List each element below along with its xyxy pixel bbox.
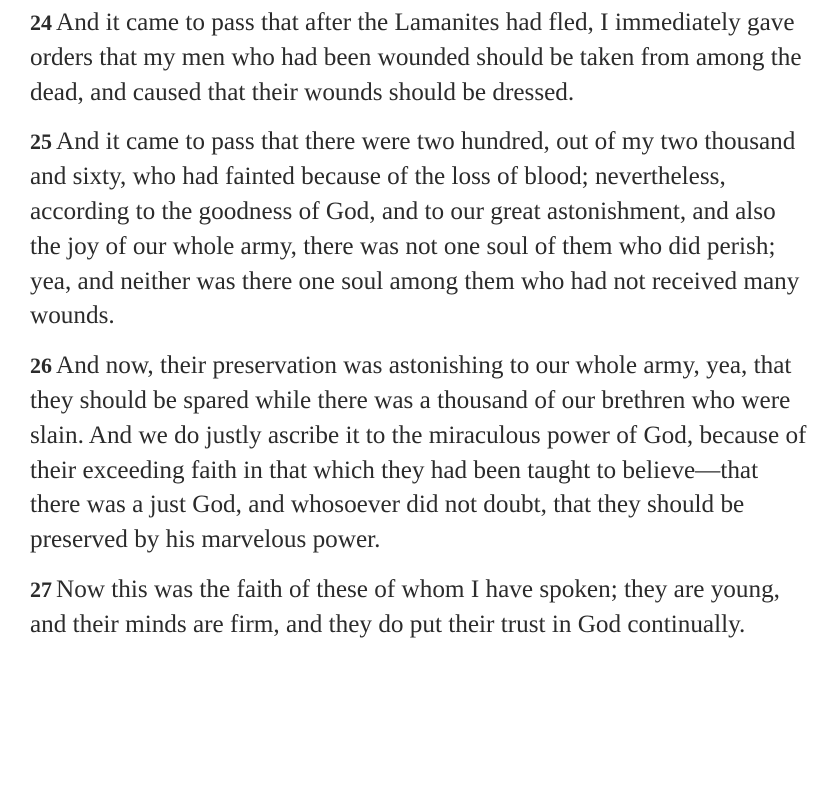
verse-text: Now this was the faith of these of whom I have spoken; they are young, and their minds are firm, and they do put their trust in God continually.: [30, 575, 780, 638]
verse-26: [30, 349, 810, 558]
verse-number[interactable]: 25: [30, 129, 52, 155]
verse-24: [30, 6, 810, 110]
verse-text: And it came to pass that after the Lamanites had fled, I immediately gave orders that my men who had been wounded should be taken from among the dead, and caused that their wounds should be dressed.: [30, 9, 802, 106]
verse-number[interactable]: 27: [30, 576, 52, 602]
verse-number[interactable]: 26: [30, 353, 52, 379]
verse-27: [30, 573, 810, 643]
verse-text: And it came to pass that there were two hundred, out of my two thousand and sixty, who had fainted because of the loss of blood; nevertheless, according to the goodness of God, and to our great astonishment, and also the joy of our whole army, there was not one soul of them who did perish; yea, and neither was there one soul among them who had not received many wounds.: [30, 128, 800, 330]
verse-text: And now, their preservation was astonishing to our whole army, yea, that they should be spared while there was a thousand of our brethren who were slain. And we do justly ascribe it to the miraculous power of God, because of their exceeding faith in that which they had been taught to believe—that there was a just God, and whosoever did not doubt, that they should be preserved by his marvelous power.: [30, 352, 807, 554]
verse-number[interactable]: 24: [30, 10, 52, 35]
verse-25: [30, 125, 810, 334]
scripture-passage: [30, 6, 810, 658]
